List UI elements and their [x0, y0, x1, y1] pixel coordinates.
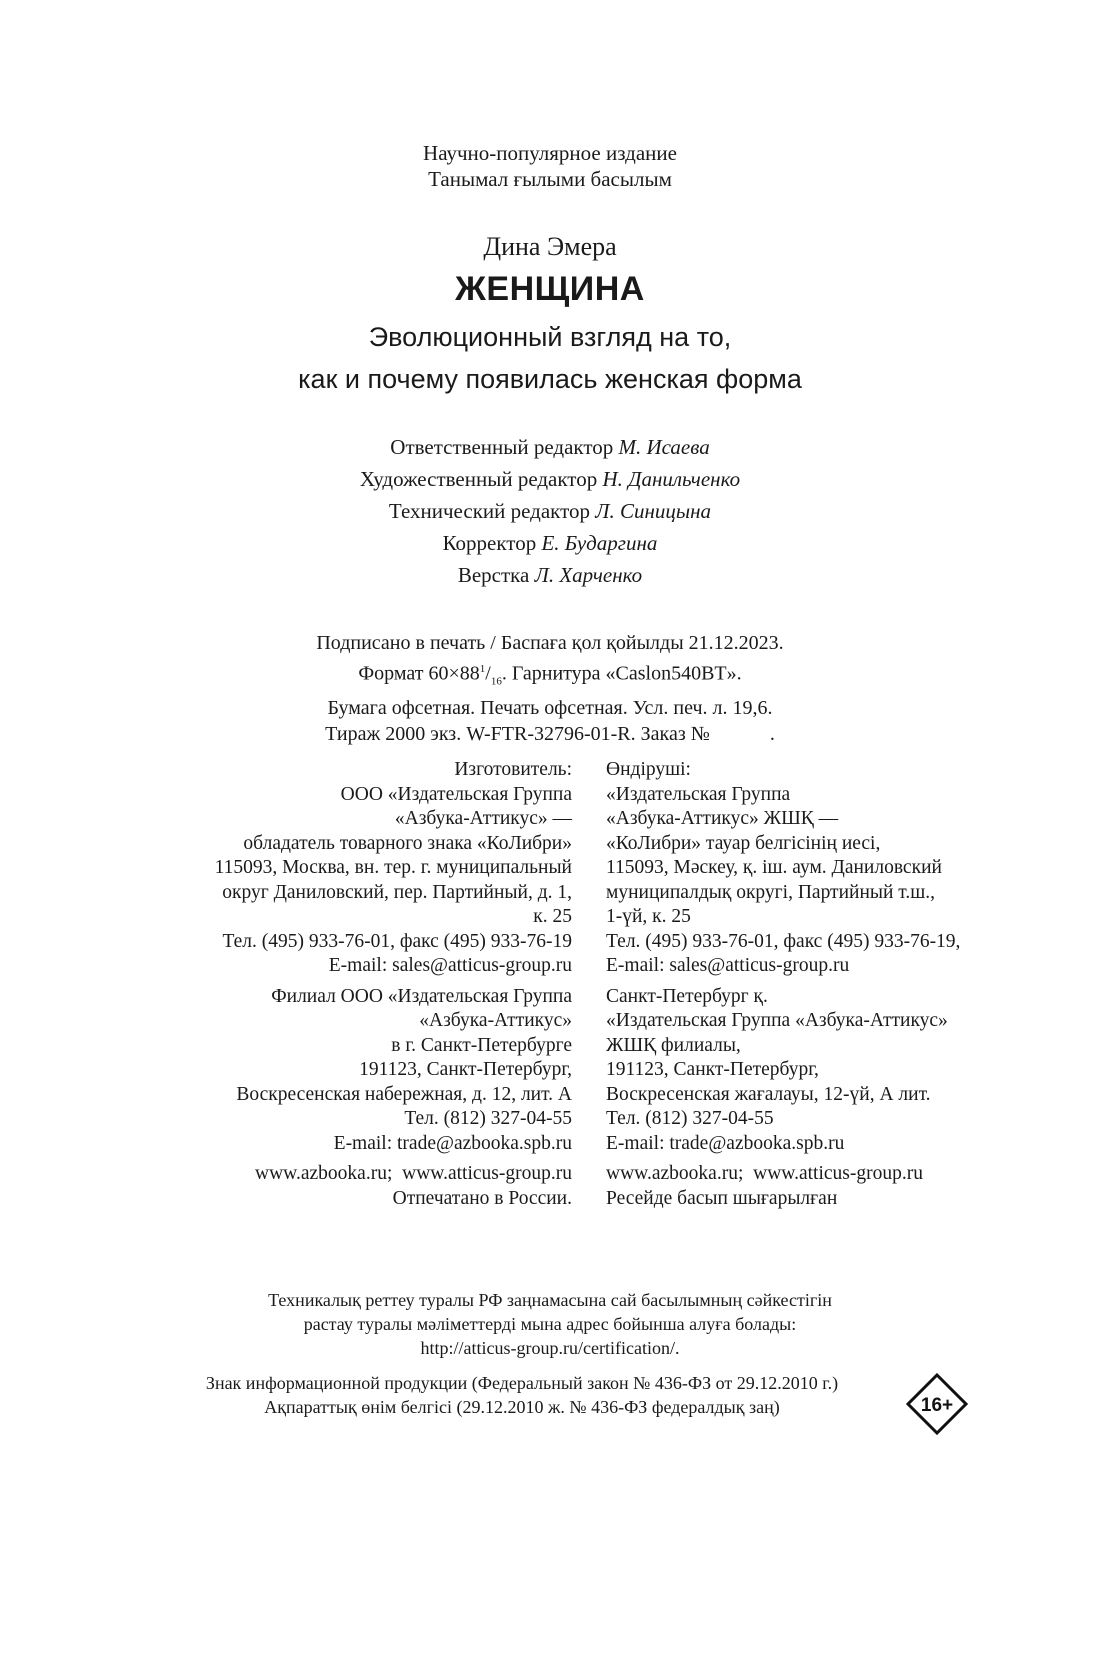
text-line: Воскресенская набережная, д. 12, лит. А: [236, 1083, 572, 1105]
email-line: E-mail: sales@atticus-group.ru: [606, 955, 850, 976]
credit-person: Е. Бударгина: [541, 531, 658, 555]
credit-role: Корректор: [442, 531, 537, 555]
credit-person: Л. Харченко: [534, 563, 643, 587]
typeface-text: . Гарнитура «Caslon540BT».: [501, 662, 742, 685]
text-line: «КоЛибри» тауар белгісінің иесі,: [606, 832, 881, 854]
book-subtitle: [0, 316, 1100, 400]
text-line: к. 25: [533, 906, 572, 927]
credit-line: [0, 495, 1100, 527]
text-line: Тел. (495) 933-76-01, факс (495) 933-76-19,: [606, 930, 961, 952]
credit-role: Технический редактор: [388, 499, 591, 523]
signed-to-print: Подписано в печать / Баспаға қол қойылды 21.12.2023.: [316, 632, 784, 654]
branch-kz: [606, 985, 1026, 1157]
credit-person: Н. Данильченко: [602, 467, 741, 491]
paper-line: Бумага офсетная. Печать офсетная. Усл. печ. л. 19,6.: [327, 696, 773, 719]
web-kz: [606, 1162, 1026, 1211]
text-line: ЖШҚ филиалы,: [606, 1034, 741, 1056]
website-line: www.azbooka.ru; www.atticus-group.ru: [606, 1163, 923, 1184]
text-line: в г. Санкт-Петербурге: [391, 1034, 572, 1056]
text-line: «Азбука-Аттикус»: [419, 1010, 572, 1031]
certification-url: http://atticus-group.ru/certification/.: [420, 1338, 680, 1358]
text-line: Техникалық реттеу туралы РФ заңнамасына сай басылымның сәйкестігін: [268, 1290, 832, 1310]
format-slash: /: [485, 662, 491, 685]
text-line: «Издательская Группа: [606, 783, 791, 805]
print-details: [0, 630, 1100, 747]
subtitle-line-1: Эволюционный взгляд на то,: [368, 322, 732, 352]
email-line: E-mail: trade@azbooka.spb.ru: [333, 1132, 572, 1154]
email-line: E-mail: sales@atticus-group.ru: [328, 955, 572, 976]
text-line: 191123, Санкт-Петербург,: [606, 1059, 819, 1080]
subtitle-line-2: как и почему появилась женская форма: [298, 364, 802, 394]
credit-line: [0, 431, 1100, 463]
text-line: «Азбука-Аттикус» ЖШҚ —: [606, 808, 839, 829]
format-line: [0, 656, 1100, 695]
text-line: Ресейде басып шығарылған: [606, 1187, 838, 1209]
credit-person: М. Исаева: [618, 435, 710, 459]
certification-note: [0, 1288, 1100, 1360]
credit-line: [0, 463, 1100, 495]
credits-list: [0, 431, 1100, 591]
text-line: Санкт-Петербург қ.: [606, 985, 768, 1007]
format-text: Формат 60×88: [358, 662, 480, 685]
credit-line: [0, 527, 1100, 559]
credit-role: Ответственный редактор: [390, 435, 614, 459]
web-ru: [172, 1162, 572, 1211]
book-title: ЖЕНЩИНА: [455, 270, 645, 308]
text-line: Тел. (495) 933-76-01, факс (495) 933-76-19: [222, 930, 572, 952]
age-rating-label: 16+: [920, 1395, 954, 1416]
text-line: Воскресенская жағалауы, 12-үй, А лит.: [606, 1083, 931, 1105]
age-sign-line-kz: Ақпараттық өнім белгісі (29.12.2010 ж. № 436-ФЗ федералдық заң): [264, 1397, 780, 1417]
branch-ru: [172, 985, 572, 1157]
text-line: обладатель товарного знака «КоЛибри»: [243, 832, 572, 854]
text-line: округ Даниловский, пер. Партийный, д. 1,: [222, 881, 572, 903]
format-numerator: 1: [479, 663, 486, 675]
age-rating-badge: [905, 1372, 969, 1436]
text-line: Өндіруші:: [606, 759, 691, 780]
circulation-line: Тираж 2000 экз. W-FTR-32796-01-R. Заказ № .: [325, 722, 775, 745]
text-line: Отпечатано в России.: [392, 1187, 572, 1209]
text-line: Изготовитель:: [454, 759, 572, 780]
text-line: 115093, Москва, вн. тер. г. муниципальный: [214, 857, 572, 878]
credit-role: Верстка: [457, 563, 530, 587]
manufacturer-kz: [606, 758, 1026, 979]
format-denominator: 16: [490, 675, 502, 688]
text-line: «Азбука-Аттикус» —: [394, 808, 572, 829]
manufacturer-ru: [172, 758, 572, 979]
edition-type-ru: Научно-популярное издание: [423, 141, 677, 165]
text-line: муниципалдық округі, Партийный т.ш.,: [606, 881, 935, 903]
author-name: Дина Эмера: [483, 232, 617, 261]
credit-role: Художественный редактор: [359, 467, 598, 491]
text-line: 1-үй, к. 25: [606, 906, 691, 927]
website-line: www.azbooka.ru; www.atticus-group.ru: [255, 1163, 572, 1184]
text-line: 115093, Мәскеу, қ. іш. аум. Даниловский: [606, 857, 942, 878]
text-line: растау туралы мәліметтерді мына адрес бойынша алуға болады:: [303, 1314, 797, 1334]
column-kz: [606, 758, 1026, 1217]
column-ru: [172, 758, 572, 1217]
age-sign-line-ru: Знак информационной продукции (Федеральный закон № 436-ФЗ от 29.12.2010 г.): [205, 1373, 839, 1393]
text-line: ООО «Издательская Группа: [340, 783, 572, 805]
text-line: 191123, Санкт-Петербург,: [359, 1059, 572, 1080]
credit-line: [0, 559, 1100, 591]
text-line: Тел. (812) 327-04-55: [404, 1108, 572, 1129]
text-line: Филиал ООО «Издательская Группа: [271, 985, 572, 1007]
text-line: Тел. (812) 327-04-55: [606, 1108, 774, 1129]
text-line: «Издательская Группа «Азбука-Аттикус»: [606, 1010, 948, 1031]
email-line: E-mail: trade@azbooka.spb.ru: [606, 1132, 845, 1154]
edition-type-kz: Танымал ғылыми басылым: [428, 167, 672, 191]
credit-person: Л. Синицына: [595, 499, 712, 523]
edition-type: [0, 140, 1100, 192]
